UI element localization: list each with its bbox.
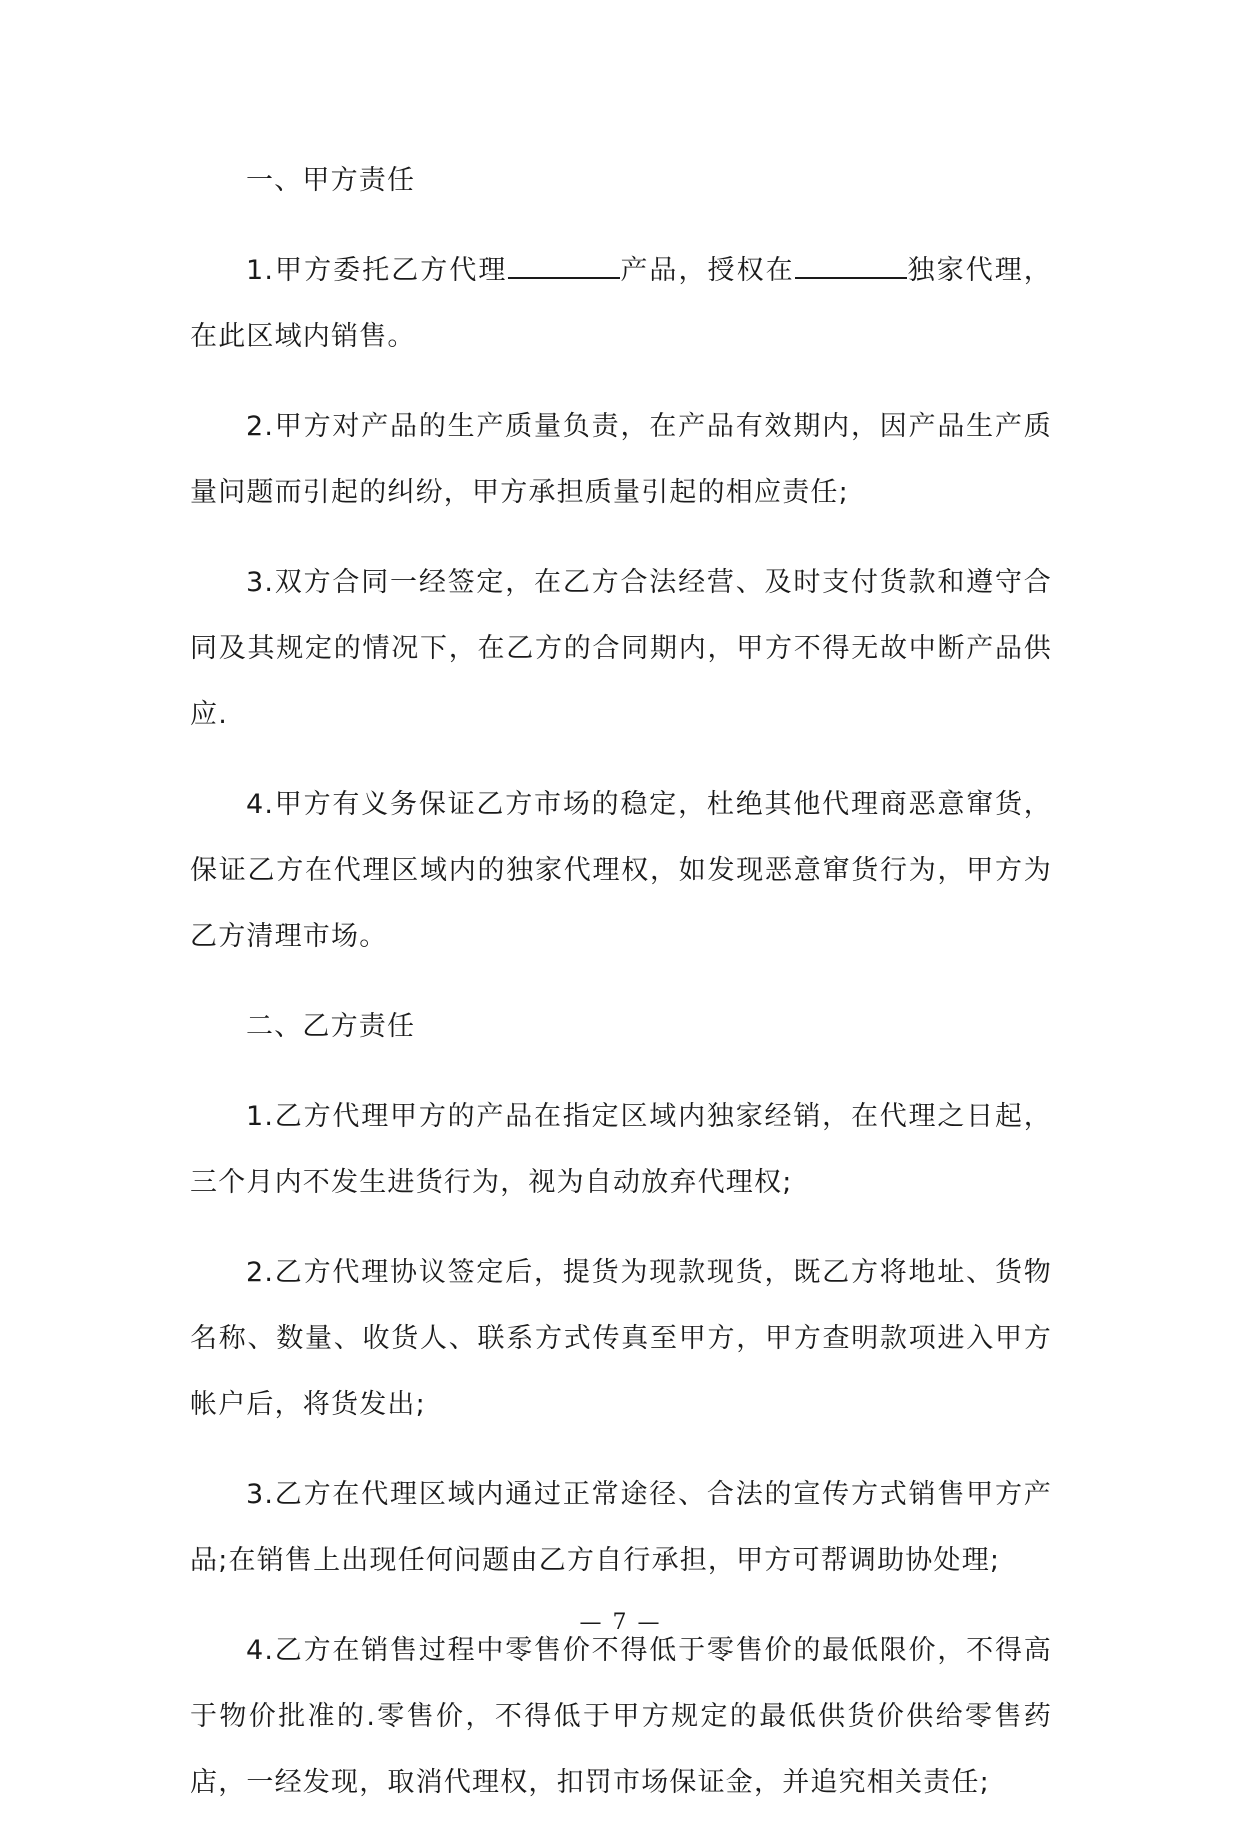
- clause-a-1-prefix: 1.甲方委托乙方代理: [246, 255, 508, 286]
- clause-b-1: 1.乙方代理甲方的产品在指定区域内独家经销，在代理之日起，三个月内不发生进货行为，视为自动放弃代理权;: [190, 1101, 1052, 1198]
- clause-a-1-suffix: 独家代理，在此区域内销售。: [190, 255, 1053, 352]
- clause-a-1-middle: 产品，授权在: [619, 255, 795, 286]
- section-heading-party-a: 一、甲方责任: [246, 165, 416, 196]
- clause-a-1: [190, 238, 1052, 370]
- clause-b-2: 2.乙方代理协议签定后，提货为现款现货，既乙方将地址、货物名称、数量、收货人、联系方式传真至甲方，甲方查明款项进入甲方帐户后，将货发出;: [190, 1257, 1052, 1420]
- clause-a-3: 3.双方合同一经签定，在乙方合法经营、及时支付货款和遵守合同及其规定的情况下，在乙方的合同期内，甲方不得无故中断产品供应.: [190, 567, 1052, 730]
- product-blank-field: [508, 251, 620, 279]
- section-heading-party-b: 二、乙方责任: [246, 1011, 416, 1042]
- page-number: — 7 —: [579, 1610, 662, 1635]
- clause-b-3: 3.乙方在代理区域内通过正常途径、合法的宣传方式销售甲方产品;在销售上出现任何问题由乙方自行承担，甲方可帮调助协处理;: [190, 1479, 1052, 1576]
- document-body: [190, 148, 1052, 1840]
- clause-a-4: 4.甲方有义务保证乙方市场的稳定，杜绝其他代理商恶意窜货，保证乙方在代理区域内的独家代理权，如发现恶意窜货行为，甲方为乙方清理市场。: [190, 789, 1052, 952]
- clause-b-4: 4.乙方在销售过程中零售价不得低于零售价的最低限价，不得高于物价批准的.零售价，不得低于甲方规定的最低供货价供给零售药店，一经发现，取消代理权，扣罚市场保证金，并追究相关责任;: [190, 1635, 1052, 1798]
- region-blank-field: [795, 251, 907, 279]
- clause-a-2: 2.甲方对产品的生产质量负责，在产品有效期内，因产品生产质量问题而引起的纠纷，甲方承担质量引起的相应责任;: [190, 411, 1052, 508]
